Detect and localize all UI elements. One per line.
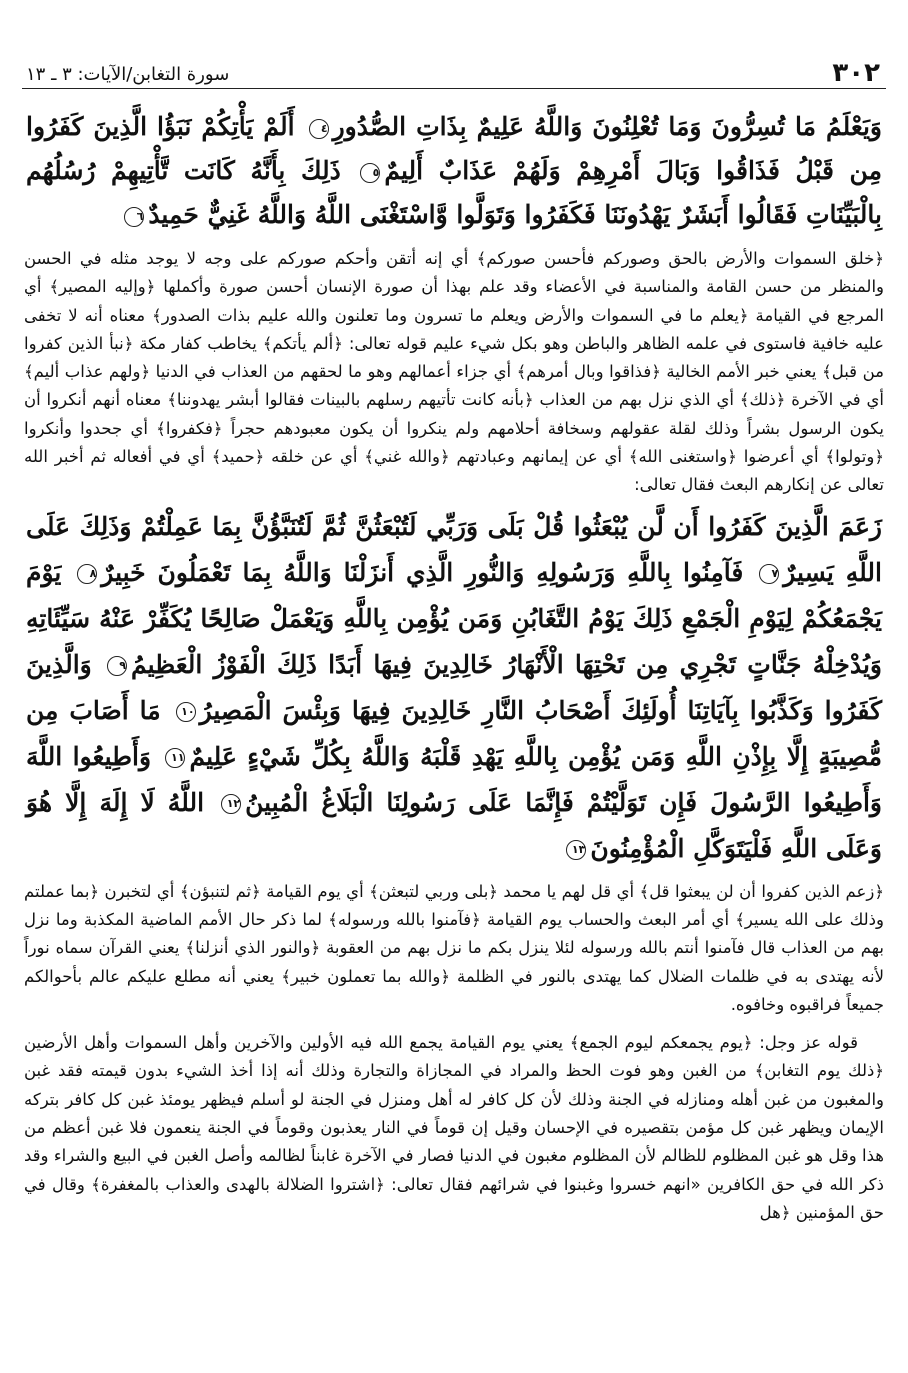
verse-text: وَيَعْلَمُ مَا تُسِرُّونَ وَمَا تُعْلِنُونَ وَاللَّهُ عَلِيمٌ بِذَاتِ الصُّدُورِ [332,112,882,141]
verse-text: مَا أَصَابَ مِن مُّصِيبَةٍ إِلَّا بِإِذْنِ اللَّهِ وَمَن يُؤْمِن بِاللَّهِ يَهْدِ قَلْبَهُ وَاللَّهُ بِكُلِّ شَيْءٍ عَلِيمٌ [26,695,882,771]
verse-text: وَأَطِيعُوا اللَّهَ وَأَطِيعُوا الرَّسُولَ فَإِن تَوَلَّيْتُمْ فَإِنَّمَا عَلَى رَسُولِنَا الْبَلَاغُ الْمُبِينُ [26,741,882,817]
ayah-number-marker: ٧ [759,564,779,584]
ayah-number-marker: ٤ [309,119,329,139]
ayah-number-marker: ١٢ [221,794,241,814]
ayah-number-marker: ١٠ [176,702,196,722]
ayah-number-marker: ٥ [360,163,380,183]
verse-text: اللَّهُ لَا إِلَهَ إِلَّا هُوَ وَعَلَى اللَّهِ فَلْيَتَوَكَّلِ الْمُؤْمِنُونَ [26,787,882,863]
ayah-number-marker: ٩ [107,656,127,676]
page-header [22,58,886,89]
verse-text: يَوْمَ يَجْمَعُكُمْ لِيَوْمِ الْجَمْعِ ذَلِكَ يَوْمُ التَّغَابُنِ وَمَن يُؤْمِن بِاللَّهِ وَيَعْمَلْ صَالِحًا يُكَفِّرْ عَنْهُ سَيِّئَاتِهِ وَيُدْخِلْهُ جَنَّاتٍ تَجْرِي مِن تَحْتِهَا الْأَنْهَارُ خَالِدِينَ فِيهَا أَبَدًا ذَلِكَ الْفَوْزُ الْعَظِيمُ [26,557,882,679]
verse-text: أَلَمْ يَأْتِكُمْ نَبَؤُا الَّذِينَ كَفَرُوا مِن قَبْلُ فَذَاقُوا وَبَالَ أَمْرِهِمْ وَلَهُمْ عَذَابٌ أَلِيمٌ [26,112,882,185]
quran-verses-block-1 [22,105,886,237]
ayah-number-marker: ٦ [124,207,144,227]
tafsir-paragraph-1: ﴿خلق السموات والأرض بالحق وصوركم فأحسن صوركم﴾ أي إنه أتقن وأحكم صوركم على وجه لا يوجد مثله في الحسن والمنظر من حسن القامة والمناسبة في الأعضاء وقد علم بهذا أن صورة الإنسان أحسن صورة وأكملها ﴿وإليه المصير﴾ أي المرجع في القيامة ﴿يعلم ما في السموات والأرض ويعلم ما تسرون وما تعلنون والله عليم بذات الصدور﴾ معناه أنه لا تخفى عليه خافية فاستوى في علمه الظاهر والباطن وهو بكل شيء عليم قوله تعالى: ﴿ألم يأتكم﴾ يخاطب كفار مكة ﴿نبأ الذين كفروا من قبل﴾ يعني خبر الأمم الخالية ﴿فذاقوا وبال أمرهم﴾ أي جزاء أعمالهم وهو ما لحقهم من العذاب في الدنيا ﴿ولهم عذاب أليم﴾ أي في الآخرة ﴿ذلك﴾ أي الذي نزل بهم من العذاب ﴿بأنه كانت تأتيهم رسلهم بالبينات فقالوا أبشر يهدوننا﴾ معناه أنهم أنكروا أن يكون الرسول بشراً وذلك لقلة عقولهم وسخافة أحلامهم ولم ينكروا أن يكون معبودهم حجراً ﴿فكفروا﴾ أي جحدوا وأنكروا ﴿وتولوا﴾ أي أعرضوا ﴿واستغنى الله﴾ أي عن إيمانهم وعبادتهم ﴿والله غني﴾ أي عن خلقه ﴿حميد﴾ أي في أفعاله ثم أخبر الله تعالى عن إنكارهم البعث فقال تعالى: [24,249,884,495]
verse-text: فَآمِنُوا بِاللَّهِ وَرَسُولِهِ وَالنُّورِ الَّذِي أَنزَلْنَا وَاللَّهُ بِمَا تَعْمَلُونَ خَبِيرٌ [101,557,744,587]
verse-text: زَعَمَ الَّذِينَ كَفَرُوا أَن لَّن يُبْعَثُوا قُلْ بَلَى وَرَبِّي لَتُبْعَثُنَّ ثُمَّ لَتُنَبَّؤُنَّ بِمَا عَمِلْتُمْ وَذَلِكَ عَلَى اللَّهِ يَسِيرٌ [26,511,882,587]
tafsir-paragraph-2: ﴿زعم الذين كفروا أن لن يبعثوا قل﴾ أي قل لهم يا محمد ﴿بلى وربي لتبعثن﴾ أي يوم القيامة ﴿ثم لتنبؤن﴾ أي لتخبرن ﴿بما عملتم وذلك على الله يسير﴾ أي أمر البعث والحساب يوم القيامة ﴿فآمنوا بالله ورسوله﴾ لما ذكر حال الأمم الماضية المكذبة وما نزل بهم من العذاب قال فآمنوا أنتم بالله ورسوله لئلا ينزل بكم ما نزل بهم من العقوبة ﴿والنور الذي أنزلنا﴾ يعني القرآن سماه نوراً لأنه يهتدى به في ظلمات الضلال كما يهتدى بالنور في الظلمة ﴿والله بما تعملون خبير﴾ يعني أنه مطلع عليكم عالم بأحوالكم جميعاً فراقبوه وخافوه. [24,881,884,1014]
verse-text: وَالَّذِينَ كَفَرُوا وَكَذَّبُوا بِآيَاتِنَا أُولَئِكَ أَصْحَابُ النَّارِ خَالِدِينَ فِيهَا وَبِئْسَ الْمَصِيرُ [26,649,882,725]
ayah-number-marker: ١١ [165,748,185,768]
verse-text: ذَلِكَ بِأَنَّهُ كَانَت تَّأْتِيهِمْ رُسُلُهُم بِالْبَيِّنَاتِ فَقَالُوا أَبَشَرٌ يَهْدُونَنَا فَكَفَرُوا وَتَوَلَّوا وَّاسْتَغْنَى اللَّهُ وَاللَّهُ غَنِيٌّ حَمِيدٌ [26,156,882,229]
ayah-number-marker: ١٣ [566,840,586,860]
ayah-number-marker: ٨ [77,564,97,584]
page-number: ٣٠٢ [832,58,880,88]
quran-verses-block-2 [22,504,886,872]
tafsir-paragraph-3: قوله عز وجل: ﴿يوم يجمعكم ليوم الجمع﴾ يعني يوم القيامة يجمع الله فيه الأولين والآخرين وأهل السموات وأهل الأرضين ﴿ذلك يوم التغابن﴾ من الغبن وهو فوت الحظ والمراد في المجازاة والتجارة وذلك أنه إذا أخذ الشيء بدون قيمته فقد غبن والمغبون من غبن أهله ومنازله في الجنة وذلك لأن كل كافر له أهل ومنزل في الجنة لو أسلم فيظهر يومئذ غبن كل كافر بتركه الإيمان ويظهر غبن كل مؤمن بتقصيره في الإحسان وقيل إن قوماً في النار يعذبون وقوماً في الجنة ينعمون فلا غبن أعظم من هذا وقل هو غبن المظلوم للظالم لأن المظلوم مغبون في الدنيا فصار في الآخرة غابناً لظالمه وأصل الغبن في البيع والشراء وقد ذكر الله في حق الكافرين «انهم خسروا وغبنوا في شرائهم فقال تعالى: ﴿اشتروا الضلالة بالهدى والعذاب بالمغفرة﴾ وقال في حق المؤمنين ﴿هل [24,1033,884,1222]
document-page [22,58,886,1227]
surah-info: سورة التغابن/الآيات: ٣ ـ ١٣ [26,64,230,85]
